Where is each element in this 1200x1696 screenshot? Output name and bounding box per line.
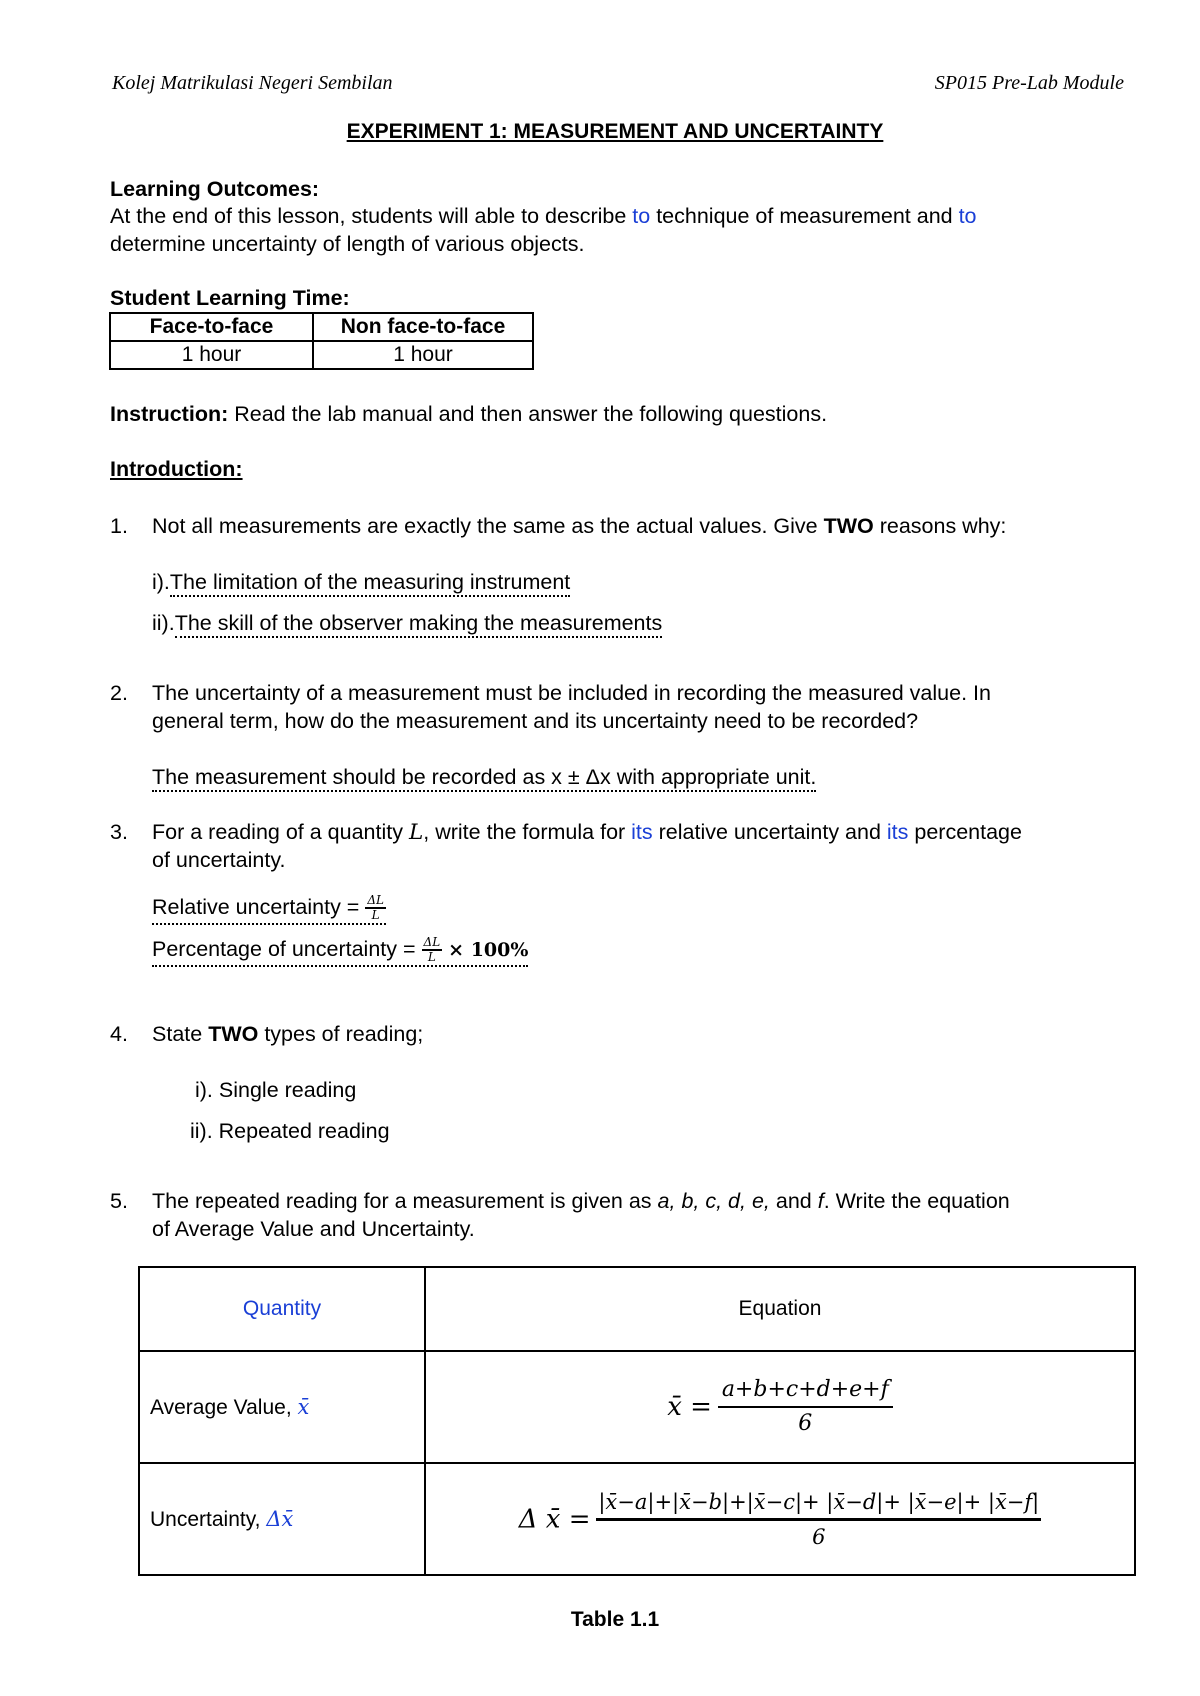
learning-time-heading: Student Learning Time: bbox=[110, 286, 350, 310]
q2-answer: The measurement should be recorded as x ± Δx with appropriate unit. bbox=[152, 763, 816, 791]
q3-number: 3. bbox=[110, 820, 128, 844]
eq-table-header-quantity: Quantity bbox=[139, 1267, 425, 1351]
learning-outcomes-text-line2: determine uncertainty of length of various objects. bbox=[110, 232, 585, 256]
learning-outcomes-text: At the end of this lesson, students will able to describe to technique of measurement and to bbox=[110, 204, 977, 228]
instruction: Instruction: Read the lab manual and then answer the following questions. bbox=[110, 402, 828, 426]
header-right: SP015 Pre-Lab Module bbox=[934, 72, 1124, 94]
learning-time-header-nf2f: Non face-to-face bbox=[313, 313, 533, 341]
eq-table-header-equation: Equation bbox=[425, 1267, 1135, 1351]
q2-line1: The uncertainty of a measurement must be included in recording the measured value. In bbox=[152, 681, 991, 705]
table-caption: Table 1.1 bbox=[570, 1608, 660, 1631]
q1-answer-2: ii).The skill of the observer making the measurements bbox=[152, 609, 662, 637]
q4-number: 4. bbox=[110, 1022, 128, 1046]
relative-uncertainty-fraction: $\frac{\Delta L}{L}$ bbox=[367, 893, 384, 923]
uncertainty-fraction: $\frac{|x̄-a|+|x̄-b|+|x̄-c|+ |x̄-d|+ |x̄-e|+ |x̄-f|}{6}$ bbox=[596, 1486, 1041, 1553]
learning-time-value-nf2f: 1 hour bbox=[313, 341, 533, 369]
q2-line2: general term, how do the measurement and its uncertainty need to be recorded? bbox=[152, 709, 919, 733]
q4-answer-1: i). Single reading bbox=[195, 1078, 357, 1102]
q1-answer-1: i).The limitation of the measuring instrument bbox=[152, 568, 570, 596]
q5-text: The repeated reading for a measurement is given as a, b, c, d, e, and f. Write the equation bbox=[152, 1189, 1010, 1213]
header-left: Kolej Matrikulasi Negeri Sembilan bbox=[112, 72, 393, 94]
eq-table-uncertainty-equation: Δ x̄ = $\frac{|x̄-a|+|x̄-b|+|x̄-c|+ |x̄-d|+ |x̄-e|+ |x̄-f|}{6}$ bbox=[425, 1463, 1135, 1575]
q1-number: 1. bbox=[110, 514, 128, 538]
q4-answer-2: ii). Repeated reading bbox=[190, 1119, 390, 1143]
learning-time-value-f2f: 1 hour bbox=[110, 341, 313, 369]
page-title: EXPERIMENT 1: MEASUREMENT AND UNCERTAINTY bbox=[346, 120, 884, 143]
percentage-uncertainty-fraction: $\frac{\Delta L}{L}$ bbox=[423, 935, 441, 965]
q4-text: State TWO types of reading; bbox=[152, 1022, 424, 1046]
q5-number: 5. bbox=[110, 1189, 128, 1213]
percentage-uncertainty: Percentage of uncertainty = $\frac{\Delta L}{L}$ × 100% bbox=[152, 935, 528, 967]
learning-time-header-f2f: Face-to-face bbox=[110, 313, 313, 341]
equation-table bbox=[138, 1266, 1136, 1576]
eq-table-uncertainty-label: Uncertainty, Δx̄ bbox=[139, 1463, 425, 1575]
learning-outcomes-heading: Learning Outcomes: bbox=[110, 177, 320, 201]
q3-line2: of uncertainty. bbox=[152, 848, 286, 872]
eq-table-average-equation: x̄ = $\frac{a+b+c+d+e+f}{6}$ bbox=[425, 1351, 1135, 1463]
q1-text: Not all measurements are exactly the same as the actual values. Give TWO reasons why: bbox=[152, 514, 1007, 538]
q2-number: 2. bbox=[110, 681, 128, 705]
average-fraction: $\frac{a+b+c+d+e+f}{6}$ bbox=[718, 1374, 893, 1440]
learning-time-table bbox=[109, 312, 534, 370]
eq-table-average-label: Average Value, x̄ bbox=[139, 1351, 425, 1463]
relative-uncertainty: Relative uncertainty = $\frac{\Delta L}{L}$ bbox=[152, 893, 386, 925]
introduction-heading: Introduction: bbox=[110, 457, 243, 481]
q3-text: For a reading of a quantity L, write the formula for its relative uncertainty and its percentage bbox=[152, 820, 1022, 845]
q5-line2: of Average Value and Uncertainty. bbox=[152, 1217, 475, 1241]
